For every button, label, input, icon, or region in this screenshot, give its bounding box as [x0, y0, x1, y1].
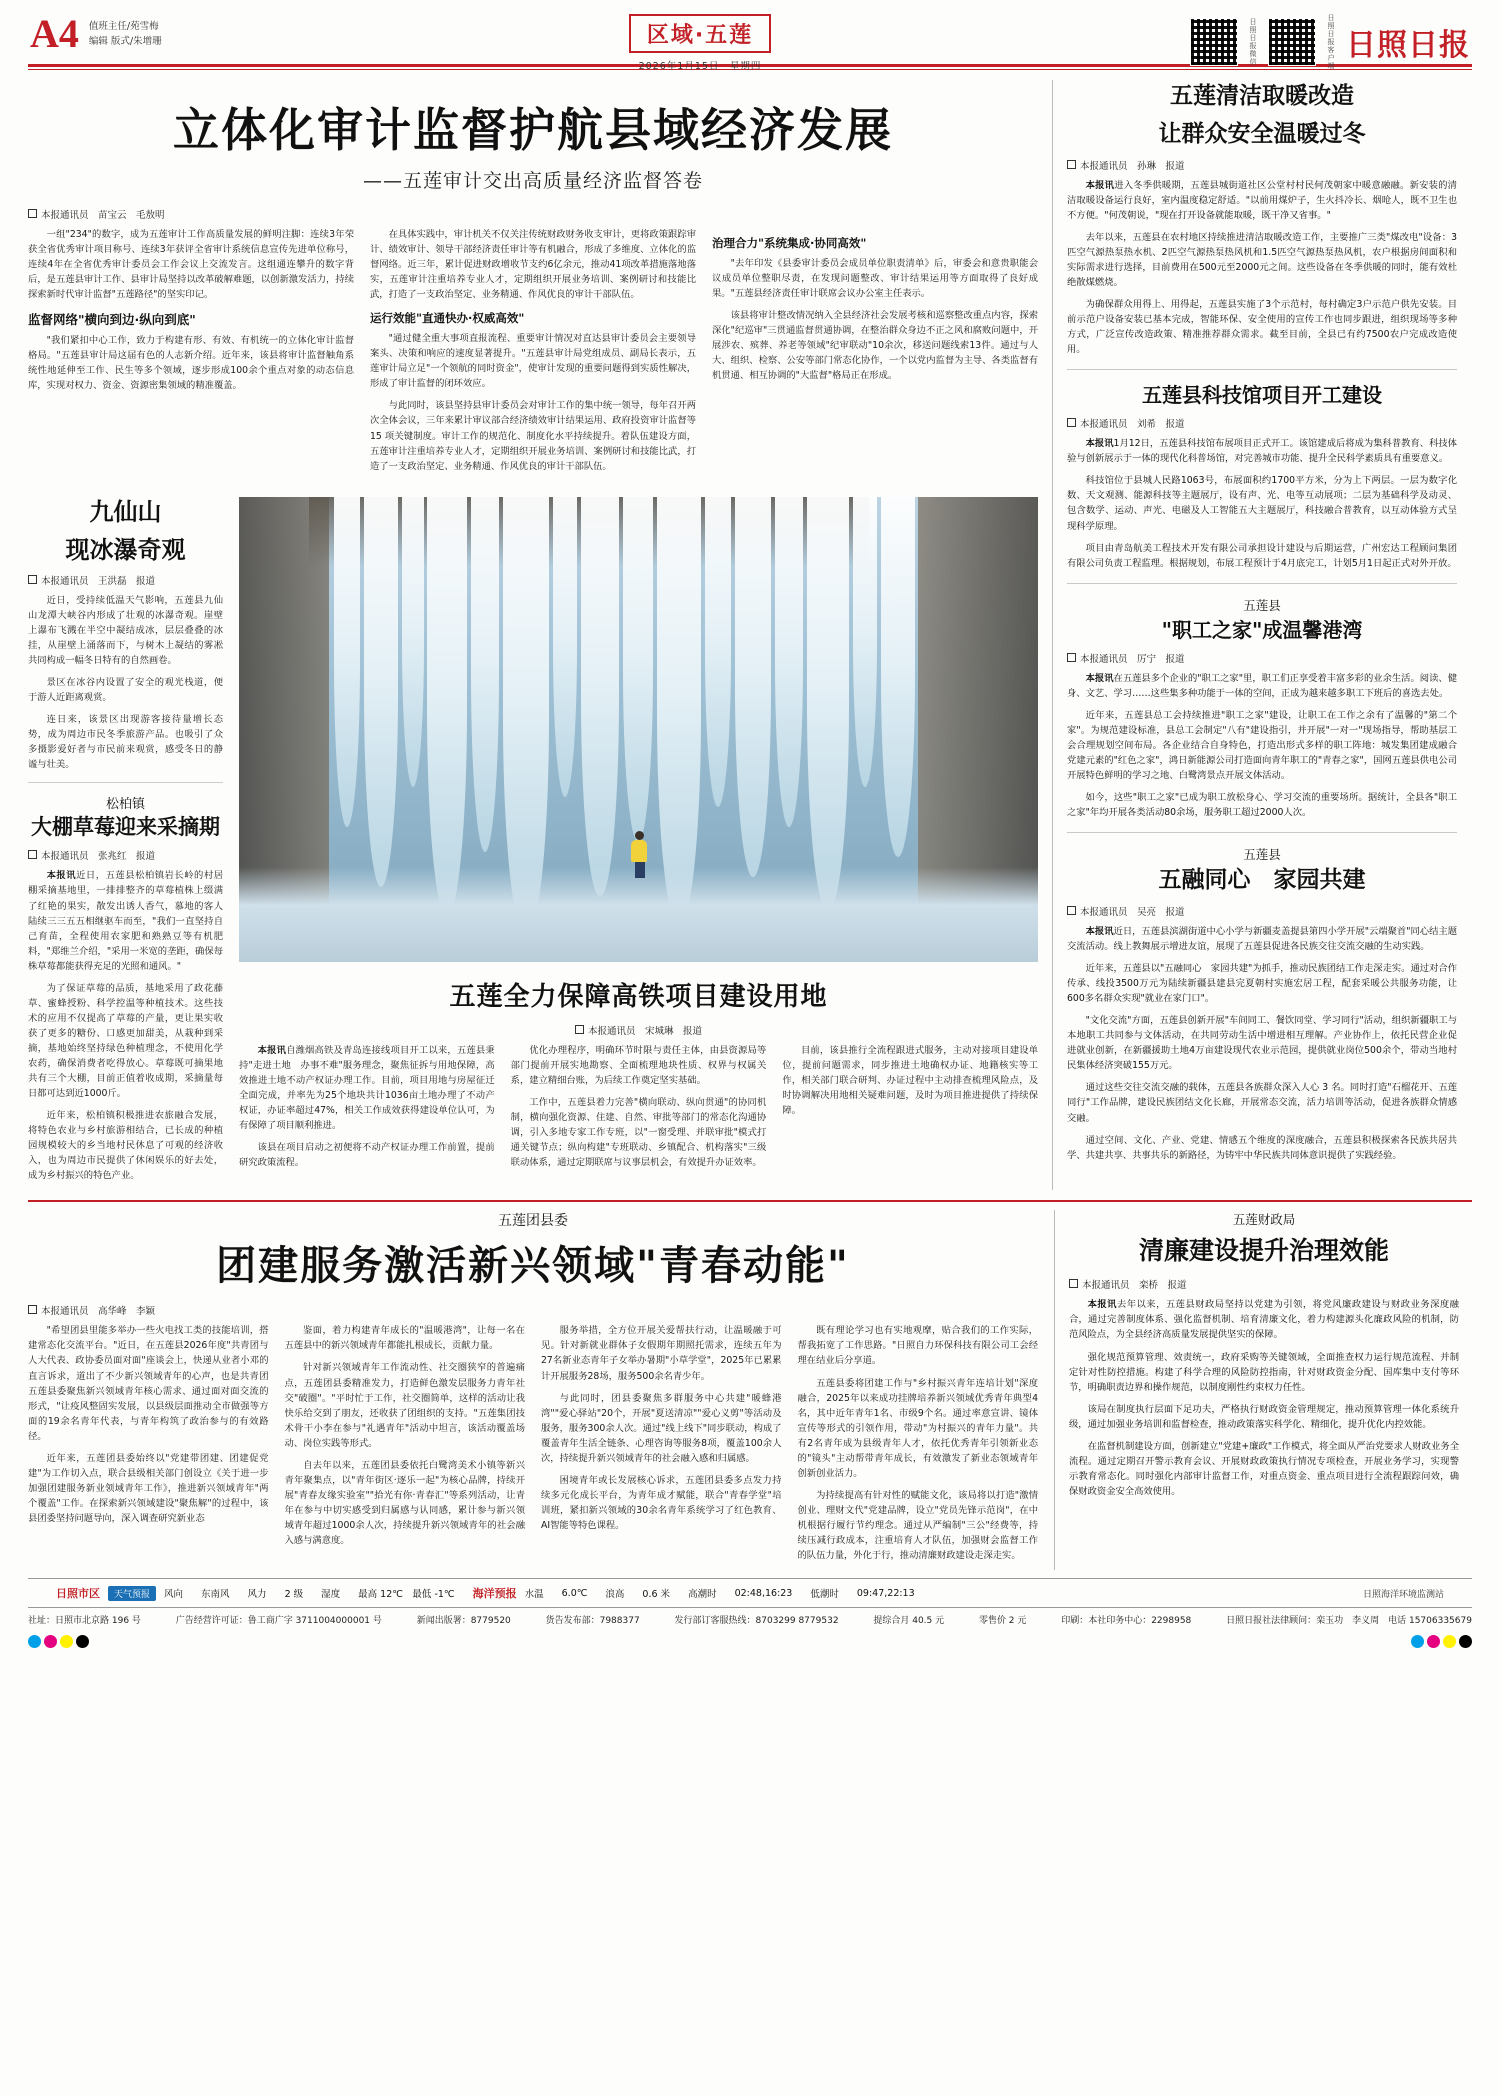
- paragraph: "通过健全重大事项直报流程、重要审计情况对直达县审计委员会主要领导案头、决策和响应的速度显著提升。"五莲县审计局党组成员、副局长表示，五莲审计局立足"一个领航的同时资金"，使审计发现的重要问题得到实质性解决，形成了审计监督的闭环效应。: [370, 333, 696, 390]
- paragraph: 工作中，五莲县着力完善"横向联动、纵向贯通"的协同机制，横向强化资源、住建、自然、审批等部门的常态化沟通协调，引入多地专家工作专班，以"一窗受理、并联审批"模式打通关键节点；纵向构建"专班联动、乡镇配合、机构落实"三级联动体系，通过定期联席与议事层机会，有效提升办证效率。: [510, 1096, 767, 1168]
- masthead-center: [360, 14, 1040, 72]
- divider: [1067, 832, 1457, 833]
- byline-marker-icon: [1067, 160, 1076, 169]
- article-byline: [1067, 416, 1457, 430]
- photo-col-1: [239, 1043, 495, 1177]
- icicle: [705, 497, 731, 807]
- paragraph: 近年来，五莲县以"五融同心 家园共建"为抓手，推动民族团结工作走深走实。通过对合作传承、线投3500万元为陆续新疆县建县完夏朝村实施宏居工程，配套采暖公共服务功能，让600多名群众实现"就业在家门口"。: [1067, 963, 1457, 1005]
- byline-marker-icon: [1067, 906, 1076, 915]
- paragraph-text: 进入冬季供暖期，五莲县城街道社区公堂村村民何茂朝家中暖意融融。新安装的清洁取暖设备运行良好，室内温度稳定舒适。"以前用煤炉子，生火抖冷长、烟呛人，既不卫生也不方便。"何茂朝说，"现在打开设备就能取暖，既干净又省事。": [1067, 179, 1457, 221]
- page-number: A4: [30, 11, 79, 56]
- credit-line-2: 编辑 版式/朱增珊: [88, 35, 162, 47]
- article-byline: [1067, 651, 1457, 665]
- main-byline-text: 本报通讯员 苗宝云 毛敖明: [41, 210, 165, 221]
- main-sub-heading-1: 监督网络"横向到边·纵向到底": [28, 312, 196, 328]
- colorbar-left: [28, 1635, 89, 1648]
- low-tide-value: 09:47,22:13: [856, 1587, 915, 1599]
- photo-article-columns: [239, 1043, 1038, 1177]
- bottom-left-article: [28, 1210, 1038, 1570]
- article-byline: [1067, 158, 1457, 172]
- article-byline: [28, 573, 223, 587]
- masthead-right: [1040, 14, 1470, 70]
- sea-forecast-label: 海洋预报: [472, 1587, 517, 1601]
- main-sub-heading-3: 治理合力"系统集成·协同高效": [712, 236, 867, 250]
- paragraph: "去年印发《县委审计委员会成员单位职责清单》后，审委会和意贵职能会议成员单位整职尽责，在发现问题整改、审计结果运用等方面取得了良好成果。"五莲县经济责任审计联席会议办公室主任表示。: [712, 258, 1038, 300]
- lead-tag: 本报讯: [1085, 672, 1114, 684]
- qr-code-icon-1[interactable]: [1190, 18, 1238, 66]
- sea-temp-value: 6.0℃: [561, 1587, 588, 1599]
- article-kicker: 五莲县: [1243, 847, 1281, 863]
- article-byline: [1067, 904, 1457, 918]
- weather-temp-label: 湿度: [321, 1589, 341, 1601]
- main-article-columns: [28, 227, 1038, 481]
- paragraph: 优化办理程序，明确环节时限与责任主体，由县资源局等部门提前开展实地勘察、全面梳理地块性质、权界与权属关系，建立精细台账，为后续工作奠定坚实基础。: [510, 1044, 767, 1086]
- bottom-col-2: [285, 1323, 526, 1570]
- icicle: [775, 497, 803, 827]
- photo-col-3: [782, 1043, 1038, 1177]
- paragraph: 该县将审计整改情况纳入全县经济社会发展考核和巡察整改重点内容，探索深化"纪巡审"三贯通监督贯通协调，在整治群众身边不正之风和腐败问题中，开展涉农、殡葬、养老等领域"纪审联动"10余次，移送问题线索13件。通过与人大、组织、检察、公安等部门常态化协作，一个以党内监督为主导、各类监督有机贯通、相互协调的"大监督"格局正在形成。: [712, 310, 1038, 382]
- main-subheadline: ——五莲审计交出高质量经济监督答卷: [362, 170, 703, 192]
- ice-waterfall-photo: [239, 497, 1038, 962]
- left-lower-region: [28, 487, 1038, 1191]
- color-swatch-cyan: [28, 1635, 41, 1648]
- person-in-photo: [631, 831, 649, 877]
- paragraph: 五莲县委将团建工作与"乡村振兴青年连培计划"深度融合，2025年以来成功挂牌培养新兴领域优秀青年典型4名，其中近年青年1名、市级9个名。通过率意宣讲、镜体宣传等形式的引领作用，带动"为村振兴的青年力量"。共有2名青年成为县级青年人才，依托优秀青年引领新业态的"镜头"主动帮带青年成长，有效激发了新业态领域青年创新创业活力。: [797, 1377, 1038, 1479]
- byline-marker-icon: [28, 1305, 37, 1314]
- photo-region: [239, 487, 1038, 1191]
- paragraph: [1069, 1297, 1459, 1342]
- ice-floor: [239, 867, 1038, 962]
- article-jiuxianshan: [28, 497, 223, 773]
- paragraph-text: 在五莲县多个企业的"职工之家"里，职工们正享受着丰富多彩的业余生活。阅读、健身、文艺、学习……这些集多种功能于一体的空间，正成为越来越多职工下班后的喜选去处。: [1067, 672, 1457, 699]
- color-swatch-cyan: [1411, 1635, 1424, 1648]
- right-region: [1052, 80, 1457, 1190]
- photo-article-headline: 五莲全力保障高铁项目建设用地: [449, 981, 828, 1012]
- paragraph: 为确保群众用得上、用得起，五莲县实施了3个示范村，每村确定3户示范户供先安装。目前示范户设备安装已基本完成，智能环保、安全使用的宣传工作也同步跟进，组织现场等多种方式，广泛宣传改造政策、精准推荐群众需求。截至目前，全县已有约7500农户完成改造使用。: [1067, 299, 1457, 356]
- paragraph: 自去年以来，五莲团县委依托白鹭湾美术小镇等新兴青年聚集点，以"青年街区·逐乐一起"为核心品牌，持续开展"青春友缘实验室""拾光有你·青春汇"等系列活动，让青年在参与中切实感受到归属感与认同感，累计参与新兴领域青年超过1000余人次，持续提升新兴领域青年的社会融入感与满意度。: [284, 1459, 525, 1546]
- paragraph: 强化规范预算管理、效责统一，政府采购等关键领域，全面推查权力运行规范流程、并制定针对性防控措施。构建了科学合理的风险防控指南，针对财政资金分配、国库集中支付等环节，明确职责边界和操作规范，以制度刚性约束权力任性。: [1069, 1351, 1459, 1393]
- paragraph: 针对新兴领域青年工作流动性、社交圈狭窄的普遍痛点，五莲团县委精准发力，打造鲜色激发层服务力青年社交"破圈"。"平时忙于工作，社交圈简单，这样的活动让我快乐给交到了朋友，还收获了团组织的支持。"五莲集团技术骨干小李在参与"礼遇青年"活动中坦言，该活动覆盖场动、岗位实践等形式。: [284, 1362, 525, 1449]
- paragraph: 困境青年或长发展核心诉求，五莲团县委多点发力持续多元化成长平台，为青年成才赋能，联合"青春学堂"培训班，紧扣新兴领域的30余名青年系统学习了红色教育、AI智能等特色课程。: [541, 1474, 782, 1531]
- weather-wind-force-label: 风力: [247, 1589, 267, 1601]
- article-headline: "职工之家"成温馨港湾: [1161, 617, 1363, 642]
- weather-tag: 天气预报: [108, 1586, 156, 1601]
- paragraph: "我们紧扣中心工作，致力于构建有形、有效、有机统一的立体化审计监督格局。"五莲县审计局这届有色的人志新介绍。近年来，该县将审计监督触角系统性地延伸至工作、民生等多个领域，逐步形成100余个重点对象的动态信息库，实现对权力、资金、资源密集领域的精准覆盖。: [28, 335, 354, 392]
- byline-marker-icon: [28, 575, 37, 584]
- wave-height-label: 浪高: [605, 1589, 625, 1601]
- paragraph-text: 自潍烟高铁及青岛连接线项目开工以来，五莲县秉持"走进土地 办事不难"服务理念，聚焦征拆与用地保障，高效推进土地不动产权证办理工作。目前，项目用地与房屋征迁全面完成，并率先为25个地块共计1036亩土地办理了不动产权证，办证率超过47%，相关工作成效获得建设单位认可，为有保障了项目顺利推进。: [239, 1044, 495, 1131]
- footer-legal: 日照日报社法律顾问：栾玉功 李义周 电话 15706335679: [1226, 1616, 1472, 1627]
- main-headline: 立体化审计监督护航县域经济发展: [173, 103, 893, 157]
- bottom-columns: [28, 1323, 1038, 1570]
- weather-wind-dir-label: 风向: [164, 1589, 184, 1601]
- lead-tag: 本报讯: [1087, 1299, 1117, 1311]
- bottom-headline: 团建服务激活新兴领域"青春动能": [216, 1243, 850, 1290]
- bottom-region: [0, 1210, 1500, 1570]
- bottom-col-4: [798, 1323, 1039, 1570]
- bottom-divider: [28, 1200, 1472, 1202]
- issue-date: 2026年1月15日 星期四: [638, 61, 762, 72]
- wave-height-value: 0.6 米: [642, 1589, 671, 1601]
- masthead: [0, 0, 1500, 72]
- high-tide-value: 02:48,16:23: [734, 1587, 793, 1599]
- icicle: [427, 497, 467, 917]
- divider: [1067, 583, 1457, 584]
- bottom-byline: [28, 1303, 1038, 1317]
- bottom-right-headline: 清廉建设提升治理效能: [1138, 1236, 1389, 1266]
- icicle: [334, 497, 360, 827]
- newspaper-brand: 日照日报: [1346, 28, 1470, 63]
- footer-ad-dept: 货告发布部：7988377: [545, 1616, 640, 1627]
- bottom-col-1: [28, 1323, 269, 1570]
- footer-line-1: [28, 1614, 1472, 1629]
- byline-text: 本报通讯员 吴亮 报道: [1080, 906, 1185, 918]
- byline-text: 本报通讯员 厉宁 报道: [1080, 653, 1185, 665]
- paragraph: 通过空间、文化、产业、党建、情感五个维度的深度融合，五莲县积极探索各民族共居共学、共建共享、共事共乐的新路径，为铸牢中华民族共同体意识提供了实践经验。: [1067, 1134, 1457, 1161]
- paragraph: 为持续提高有针对性的赋能文化，该局将以打造"激情创业、理财文代"党建品牌，设立"党员先锋示范岗"，在中机根据行履行节约理念。通过从严编制"三公"经费等，持续压减行政成本，注重培育人才队伍，加强财会监督工作的队伍力量，外化于行，推动清廉财政建设走深走实。: [797, 1489, 1038, 1562]
- article-headline: 大棚草莓迎来采摘期: [31, 815, 220, 840]
- paragraph: 通过这些交往交流交融的载体，五莲县各族群众深入人心 3 名。同时打造"石榴花开、五莲同行"工作品牌，建设民族团结文化长廊，开展常态交流，活力培训等活动，促进各族群众情感交融。: [1067, 1082, 1457, 1124]
- paragraph: 在监督机制建设方面，创新建立"党建+廉政"工作模式，将全面从严治党要求人财政业务全流程。通过定期召开警示教育会议、开展财政政策执行情况专项检查，开展业务学习，实现警示教育常态化。同时强化内部审计监督工作，对重点资金、重点项目进行全流程跟踪问效，确保财政资金安全高效使用。: [1069, 1440, 1459, 1497]
- main-sub-heading-2: 运行效能"直通快办·权威高效": [370, 311, 525, 326]
- icicle: [581, 497, 619, 897]
- paragraph-text: 1月12日，五莲县科技馆布展项目正式开工。该馆建成后将成为集科普教育、科技体验与创新展示于一体的现代化科普场馆，对完善城市功能、提升全民科学素质具有重要意义。: [1067, 438, 1457, 465]
- paragraph-text: 近日，五莲县滨湖街道中心小学与新疆麦盖提县第四小学开展"云端聚首"同心结主题交流活动。线上教舞展示增进友谊，展现了五莲县促进各民族交往交流交融的生动实践。: [1067, 925, 1457, 953]
- weather-temp-value: 最高 12℃ 最低 -1℃: [358, 1589, 455, 1601]
- byline-text: 本报通讯员 孙琳 报道: [1080, 160, 1185, 172]
- left-region: [28, 80, 1038, 1190]
- person-jacket: [631, 840, 647, 862]
- byline-text: 本报通讯员 王洪磊 报道: [41, 575, 156, 587]
- byline-text: 本报通讯员 刘希 报道: [1080, 419, 1185, 431]
- paragraph: 去年以来，五莲县在农村地区持续推进清洁取暖改造工作，主要推广三类"煤改电"设备：3 匹空气源热泵热水机、2匹空气源热泵热风机和1.5匹空气源热泵热风机，农户根据房间面积和实际需求进行选择，目前费用在500元至2000元之间。这些设备在冬季供暖的同时，能有效杜绝散煤燃烧。: [1067, 231, 1457, 289]
- footer-address: 社址：日照市北京路 196 号: [28, 1616, 141, 1627]
- lead-tag: 本报讯: [46, 870, 77, 882]
- byline-marker-icon: [28, 209, 37, 218]
- paragraph-text: 近日，五莲县松柏镇岩长岭的村居棚采摘基地里，一排排整齐的草莓植株上缀满了红艳的果实，散发出诱人香气，慕地的客人陆续三三五五相继驱车而至，"我们一直坚持自己育苗，全程使用农家肥和熟熟豆等有机肥料，"郑维兰介绍，"采用一米宽的垄距，确保每株草莓都能获得充足的光照和通风。": [28, 870, 223, 972]
- article-strawberry: [28, 793, 223, 1183]
- person-head: [635, 831, 644, 840]
- main-col-2: [370, 227, 696, 481]
- paragraph: 科技馆位于县城人民路1063号，布展面积约1700平方米，分为上下两层。一层为数字化数、天文观测、能源科技等主题展厅，设有声、光、电等互动展项；二层为基础科学及动灵、包含数学、运动、声光、电磁及人工智能五大主题展厅，科技融合普教育，以互动体验方式呈现科学原理。: [1067, 475, 1457, 532]
- ice-decoration: [239, 497, 1038, 962]
- weather-source: 日照海洋环境监测站: [1362, 1589, 1444, 1600]
- color-swatch-black: [76, 1635, 89, 1648]
- icicle: [553, 497, 577, 797]
- paragraph: "希望团县里能多举办一些火电找工类的技能培训，搭建常态化交流平台。"近日，在五莲县2026年度"共青团与人大代表、政协委员面对面"座谈会上，快递从业者小邓的直言诉求，道出了不少新兴领域青年的心声，也是共青团五莲县委聚焦新兴领域青年核心需求、通过面对面交流的形式，"让疫风整固实发展，以县级层面推动全市做强等方面的19余名青年代表，与青年构筑了政治参与的有效路径。: [28, 1325, 269, 1442]
- article-headline: 五莲县科技馆项目开工建设: [1142, 383, 1382, 408]
- weather-strip: [28, 1578, 1472, 1608]
- byline-text: 本报通讯员 张兆红 报道: [41, 851, 156, 863]
- section-title: 区域·五莲: [629, 14, 771, 53]
- icicle: [657, 497, 701, 927]
- byline-text: 本报通讯员 宋城琳 报道: [587, 1025, 702, 1037]
- article-kicker: 松柏镇: [105, 797, 145, 813]
- weather-wind-dir-value: 东南风: [201, 1589, 230, 1601]
- low-tide-label: 低潮时: [810, 1589, 839, 1601]
- article-byline: [28, 848, 223, 862]
- paragraph: "文化交流"方面，五莲县创新开展"车间同工、餐饮同堂、学习同行"活动，组织新疆职工与本地职工共同参与文体活动，在共同劳动生活中增进相互理解。产业协作上，依托民营企业促进就业创新，在新疆援助土地4万亩建设现代农业示范园，提供就业岗位500余个，带动当地村民集体经济突破155万元。: [1067, 1015, 1457, 1072]
- color-swatch-magenta: [44, 1635, 57, 1648]
- paragraph: 该局在制度执行层面下足功夫，严格执行财政资金管理规定，推动预算管理一体化系统升级，通过加强业务培训和监督检查，推动政策落实科学化、精细化，提升优化内控效能。: [1069, 1403, 1459, 1430]
- colorbar-right: [1411, 1635, 1472, 1648]
- paragraph: 近日，受持续低温天气影响，五莲县九仙山龙潭大峡谷内形成了壮观的冰瀑奇观。崖壁上瀑布飞溅在半空中凝结成冰，层层叠叠的冰挂，从崖壁上涌落而下，与树木上凝结的雾凇共同构成一幅冬日特有的自然画卷。: [28, 594, 223, 666]
- lead-tag: 本报讯: [1085, 438, 1114, 450]
- byline-marker-icon: [1067, 418, 1076, 427]
- paragraph: [28, 868, 223, 973]
- footer-subscription: 提综合月 40.5 元: [873, 1616, 945, 1627]
- icicle: [471, 497, 499, 852]
- icicle: [735, 497, 771, 877]
- divider: [1067, 369, 1457, 370]
- qr-code-icon-2[interactable]: [1268, 18, 1316, 66]
- weather-brand: 日照市区: [56, 1587, 100, 1601]
- paragraph: 目前，该县推行全流程跟进式服务，主动对接项目建设单位，提前问题需求，同步推进土地确权办证、地籍核实等工作，相关部门联合研判、办证过程中主动排查梳理风险点，及时协调解决用地相关疑难问题，及时为项目推进提供了持续保障。: [782, 1044, 1039, 1116]
- footer-press-number: 新闻出版署：8779520: [416, 1616, 511, 1627]
- paragraph: 既有理论学习也有实地观摩，贴合我们的工作实际，帮我拓宽了工作思路。"日照自力环保科技有限公司工会经理在结业后分享道。: [797, 1325, 1038, 1367]
- paragraph: 为了保证草莓的品质，基地采用了政花藤草、蜜蜂授粉、科学控温等种植技术。这些技术的应用不仅提高了草莓的产量，更让果实收获了更多的糖份、口感更加甜美，从栽种到采摘，基地始终坚持绿色种植理念，不使用化学农药，确保消费者吃得放心。草莓既可摘果地共有三个大棚，目前正值着收成期，采摘量每日都可达到近1000斤。: [28, 982, 223, 1100]
- sea-temp-label: 水温: [524, 1589, 544, 1601]
- paragraph: 一组"234"的数字，成为五莲审计工作高质量发展的鲜明注脚：连续3年荣获全省优秀审计项目称号、连续3年获评全省审计系统信息宣传先进单位称号，连续4年在全省优秀审计委员会工作会议上交流发言。这组通连攀升的数字背后，是五莲县审计工作、县审计局坚持以改革破解难题，以创新激发活力，持续探索新时代审计监督"五莲路径"的坚实印记。: [28, 229, 354, 301]
- paragraph: 鉴面，着力构建青年成长的"温暖港湾"，让每一名在五莲县中的新兴领域青年都能扎根成长，贡献力量。: [284, 1325, 525, 1352]
- masthead-credits: [89, 14, 162, 49]
- paragraph: [239, 1043, 495, 1133]
- icicle: [853, 497, 877, 787]
- qr-label-2: 日照日报客户端: [1327, 14, 1335, 70]
- paragraph: 近年来，松柏镇积极推进农旅融合发展，将特色农业与乡村旅游相结合，已长成的种植园规模较大的乡当地村民休息了可观的经济收入，也为周边市民提供了休闲娱乐的好去处，成为乡村振兴的特色产业。: [28, 1110, 223, 1182]
- icicle: [364, 497, 398, 887]
- icicle: [623, 497, 653, 842]
- color-swatch-yellow: [60, 1635, 73, 1648]
- paragraph: 连日来，该景区出现游客接待量增长态势，成为周边市民冬季旅游产品。也吸引了众多摄影爱好者与市民前来观赏，感受冬日的静谧与壮美。: [28, 713, 223, 771]
- article-headline-2: 让群众安全温暖过冬: [1158, 120, 1366, 147]
- article-headline: 九仙山: [89, 497, 162, 526]
- footer: [0, 1608, 1500, 1629]
- masthead-left: [30, 11, 360, 56]
- paragraph: 与此同时，团县委聚焦多群服务中心共建"暖蜂港湾""爱心驿站"20个，开展"夏送清凉""爱心义剪"等活动及服务，服务300余人次。通过"线上线下"同步联动，构成了覆盖青年生活全链条、心理咨询等服务8项，覆盖100余人次，持续提升新兴领域青年的社会融入感和归属感。: [541, 1392, 782, 1464]
- icicle: [881, 497, 915, 857]
- article-kicker: 五莲县: [1243, 597, 1281, 613]
- paragraph: [1067, 178, 1457, 223]
- icicle: [807, 497, 849, 912]
- byline-marker-icon: [575, 1025, 584, 1034]
- main-col-1: [28, 227, 354, 481]
- credit-line-1: 值班主任/苑雪梅: [88, 21, 159, 32]
- icicle: [402, 497, 424, 787]
- article-worker-home: [1067, 596, 1457, 820]
- paragraph: 服务举措，全方位开展关爱帮扶行动，让温暖融于可见。针对新就业群体子女假期年期照托需求，连续五年为27名新业态青年子女举办暑期"小草学堂"，2025年已累累计开展服务28场，服务500余名青少年。: [541, 1325, 782, 1382]
- left-sidebar-articles: [28, 487, 223, 1191]
- weather-wind-force-value: 2 级: [284, 1589, 304, 1601]
- paragraph: 项目由青岛航美工程技术开发有限公司承担设计建设与后期运营，广州宏达工程顾问集团有限公司负责工程监理。根据规划，布展工程预计于4月底完工，计划5月1日起正式对外开放。: [1067, 542, 1457, 569]
- bottom-right-byline: [1069, 1277, 1459, 1291]
- bottom-kicker: 五莲团县委: [498, 1213, 568, 1230]
- paragraph: 在具体实践中，审计机关不仅关注传统财政财务收支审计，更将政策跟踪审计、绩效审计、领导干部经济责任审计等有机融合，形成了多维度、立体化的监督网络。近三年，累计促进财政增收节支约6亿余元，推动41项改革措施落地落实，五莲审计注重培养专业人才，定期组织开展业务培训、案例研讨和技能比武，打造了一支政治坚定、业务精通、作风优良的审计干部队伍。: [370, 229, 696, 301]
- photo-col-2: [511, 1043, 767, 1177]
- paragraph: [1067, 671, 1457, 701]
- bottom-right-article: [1054, 1210, 1459, 1570]
- article-headline: 五莲清洁取暖改造: [1170, 83, 1354, 109]
- paragraph: 景区在冰谷内设置了安全的观光栈道，便于游人近距离观赏。: [28, 676, 223, 703]
- color-swatch-black: [1459, 1635, 1472, 1648]
- lead-tag: 本报讯: [257, 1044, 287, 1056]
- paragraph: 如今，这些"职工之家"已成为职工放松身心、学习交流的重要场所。据统计，全县各"职工之家"年均开展各类活动80余场，服务职工超过2000人次。: [1067, 792, 1457, 819]
- byline-marker-icon: [1067, 653, 1076, 662]
- color-swatch-magenta: [1427, 1635, 1440, 1648]
- article-ethnic-unity: [1067, 845, 1457, 1163]
- footer-ad-license: 广告经营许可证：鲁工商广字 3711004000001 号: [175, 1616, 382, 1627]
- footer-retail-price: 零售价 2 元: [978, 1616, 1027, 1627]
- lead-tag: 本报讯: [1085, 179, 1115, 191]
- byline-marker-icon: [1069, 1279, 1078, 1288]
- divider: [28, 782, 223, 783]
- color-swatch-yellow: [1443, 1635, 1456, 1648]
- photo-article-byline: [239, 1023, 1038, 1037]
- main-byline: [28, 207, 1038, 221]
- person-legs: [635, 862, 645, 878]
- paragraph: [1067, 436, 1457, 466]
- byline-text: 本报通讯员 高华峰 李颖: [41, 1306, 156, 1318]
- lead-tag: 本报讯: [1085, 925, 1114, 937]
- bottom-right-kicker: 五莲财政局: [1232, 1212, 1296, 1228]
- article-headline: 五融同心 家园共建: [1158, 867, 1366, 894]
- footer-printing: 印刷：本社印务中心：2298958: [1061, 1616, 1192, 1627]
- article-clean-heating: [1067, 82, 1457, 357]
- paragraph: 该县在项目启动之初便将不动产权证办理工作前置，提前研究政策流程。: [239, 1141, 495, 1168]
- paragraph: 近年来，五莲县总工会持续推进"职工之家"建设，让职工在工作之余有了温馨的"第二个家"。为规范建设标准，县总工会制定"八有"建设指引，并开展"一对一"现场指导，帮助基层工会合理规划空间布局。各企业结合自身特色，打造出形式多样的职工阵地：城发集团建成融合党建元素的"红色之家"，鸿日新能源公司打造面向青年职工的"青春之家"，国网五莲县供电公司开展特色鲜明的学习之地、白鹭湾景点开展文体活动。: [1067, 709, 1457, 781]
- byline-text: 本报通讯员 栾桥 报道: [1082, 1280, 1187, 1292]
- qr-label-1: 日照日报微信: [1249, 18, 1257, 66]
- main-col-3: [712, 227, 1038, 481]
- paragraph: [1067, 924, 1457, 954]
- photo-wrapper: [239, 497, 1038, 962]
- bottom-col-3: [541, 1323, 782, 1570]
- article-science-museum: [1067, 382, 1457, 570]
- paragraph: 与此同时，该县坚持县审计委员会对审计工作的集中统一领导，每年召开两次全体会议，三年来累计审议部合经济绩效审计结果运用、政府投资审计监督等15 项关键制度。审计工作的规范化、制度化水平持续提升。着队伍建设方面，五莲审计注重培养专业人才，定期组织开展业务培训、案例研讨和技能比武，打造了一支政治坚定、业务精通、作风优良的审计干部队伍。: [370, 400, 696, 472]
- byline-marker-icon: [28, 850, 37, 859]
- high-tide-label: 高潮时: [688, 1589, 717, 1601]
- article-headline-2: 现冰瀑奇观: [65, 535, 186, 564]
- footer-color-bars: [0, 1629, 1500, 1648]
- paragraph-text: 去年以来，五莲县财政局坚持以党建为引领，将党风廉政建设与财政业务深度融合，通过完善制度体系、强化监督机制、培育清廉文化，着力构建源头化廉政风险的机制，防范风险点，为全县经济高质量发展提供坚实的保障。: [1069, 1299, 1459, 1341]
- paragraph: 近年来，五莲团县委始终以"党建带团建、团建促党建"为工作切入点，联合县级相关部门创设立《关于进一步加强团建服务新业领域青年工作》，推进新兴领域青年"两个覆盖"工作。在探索新兴领域建设"聚焦解"的过程中，该县团委坚持问题导向，深入调查研究新业态: [28, 1452, 269, 1524]
- main-content: [0, 70, 1500, 1190]
- footer-distribution: 发行部订客服热线：8703299 8779532: [674, 1616, 839, 1627]
